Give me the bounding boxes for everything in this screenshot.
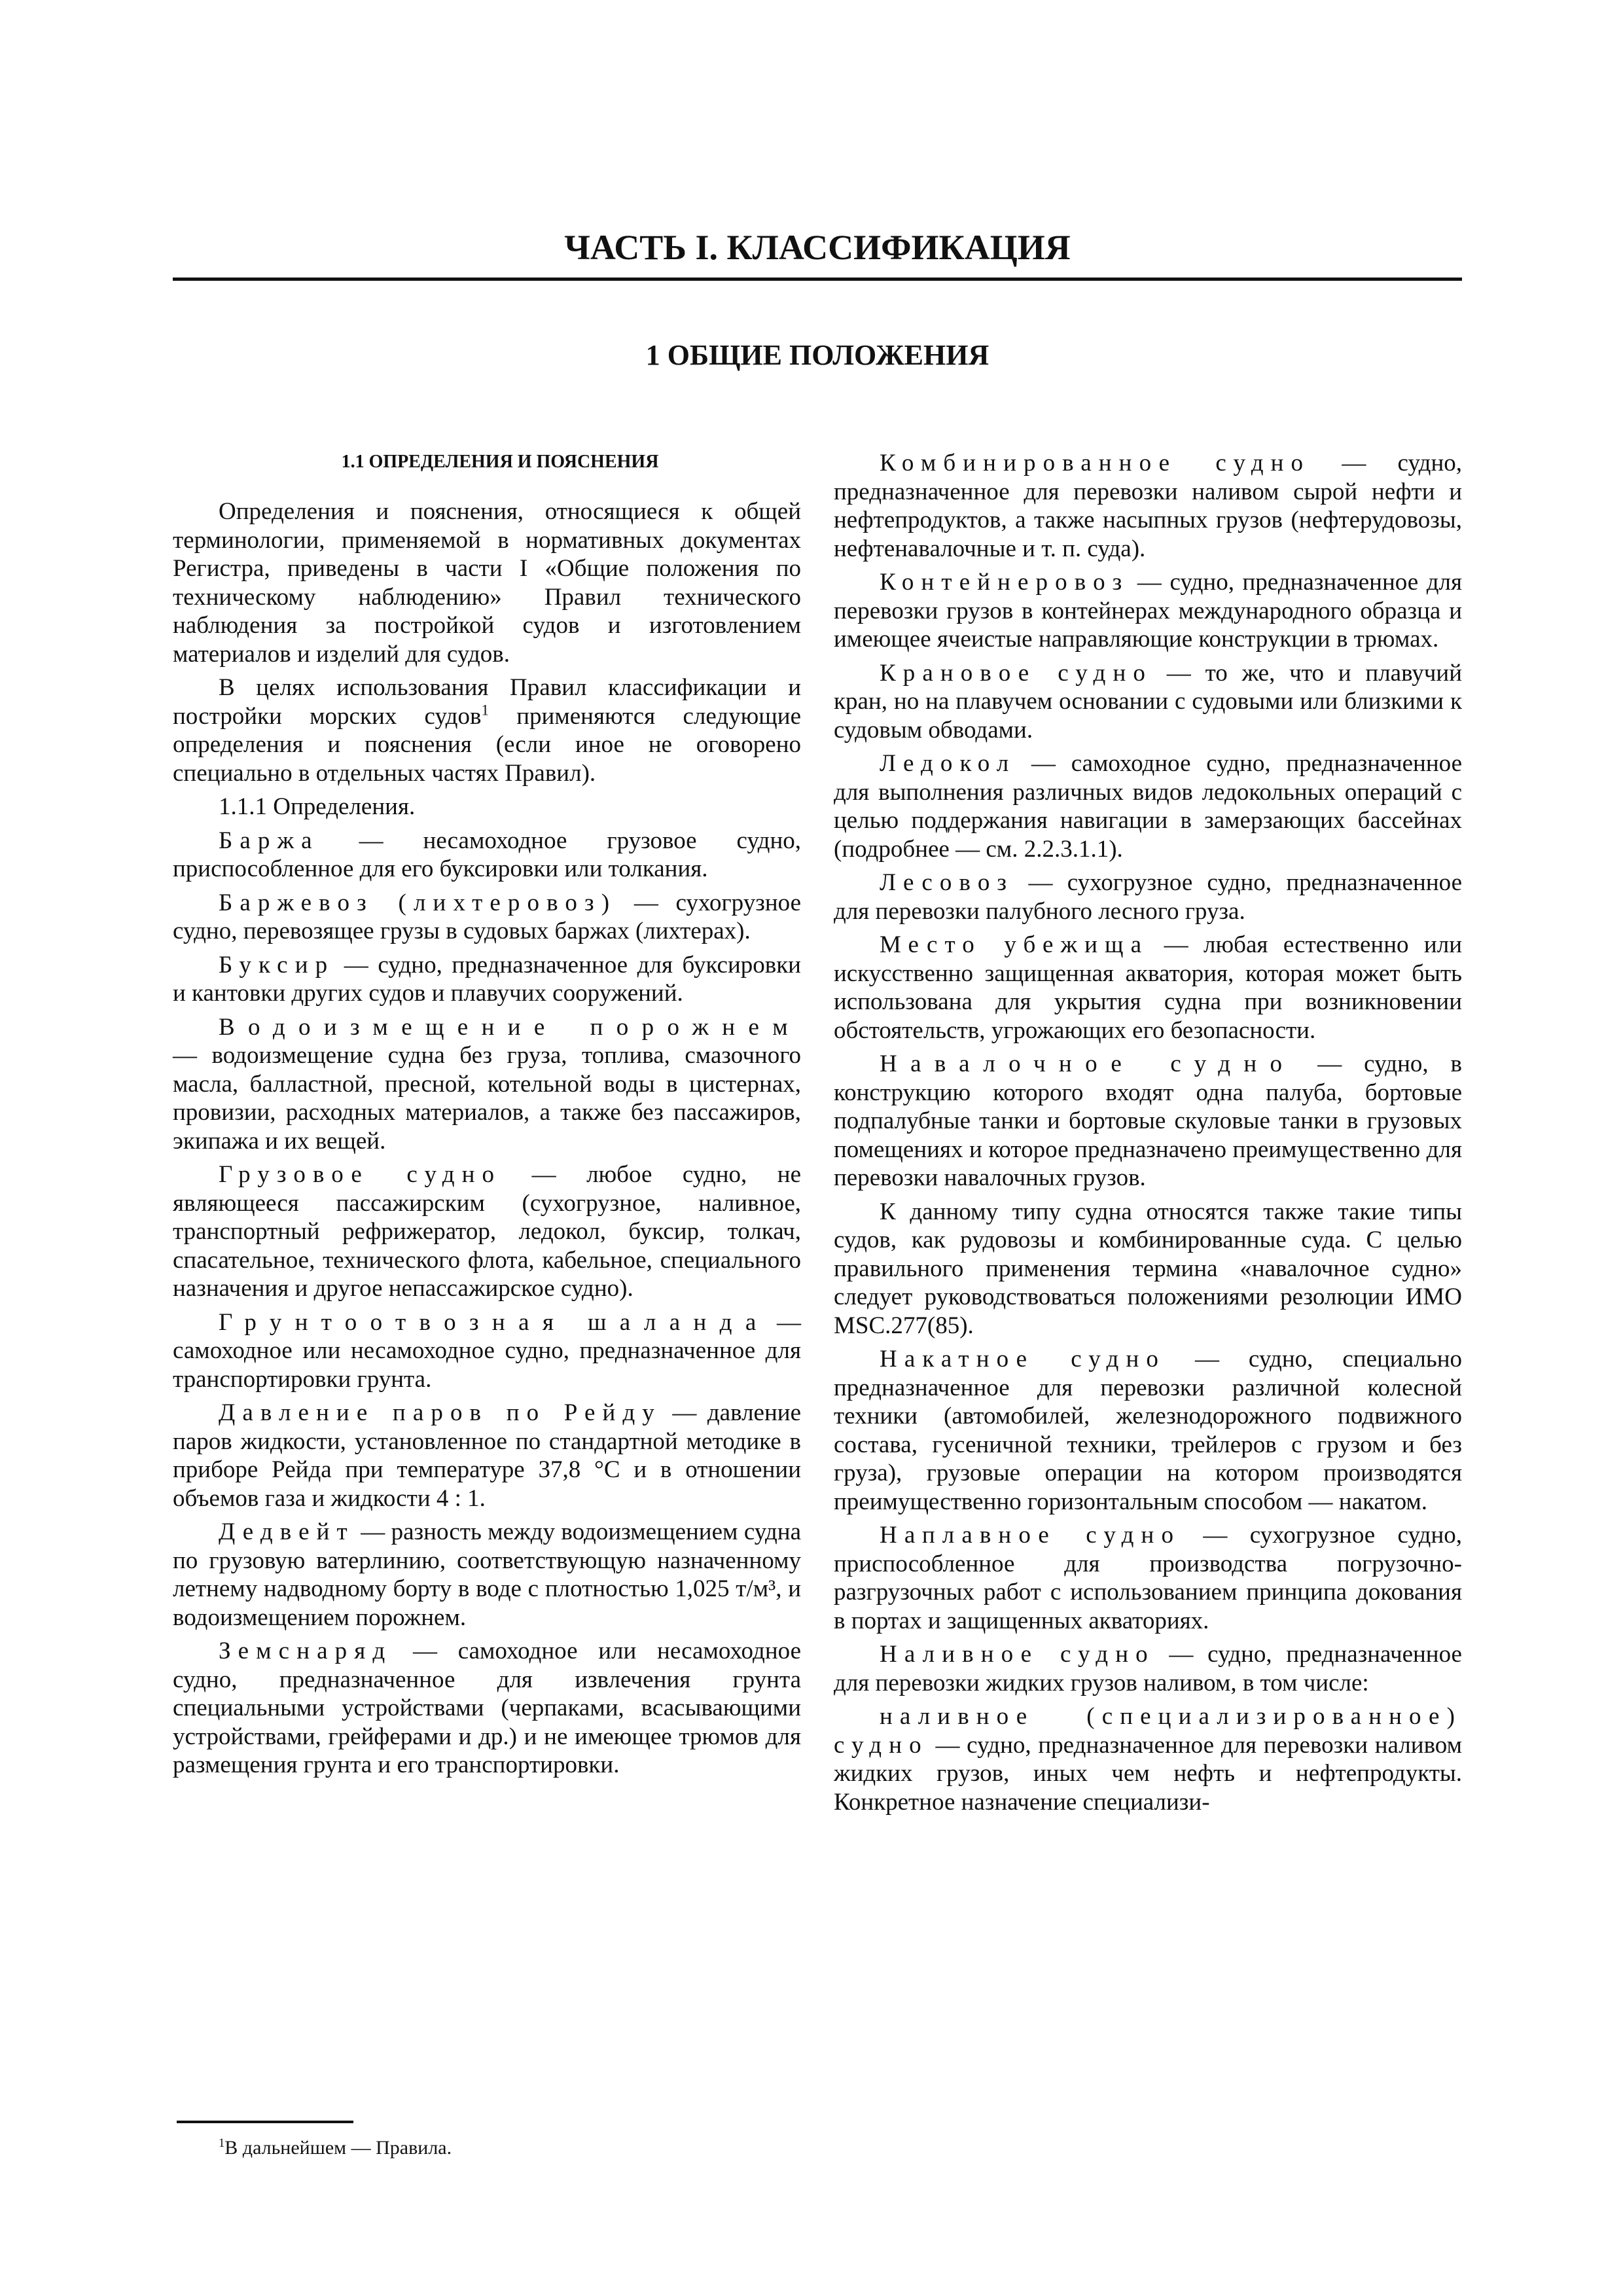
definition (173, 1518, 801, 1632)
definition (834, 1702, 1462, 1816)
definition-text: — судно, предназначенное для перевозки жидких грузов наливом, в том числе: (834, 1641, 1462, 1696)
section-title: 1 ОБЩИЕ ПОЛОЖЕНИЯ (645, 339, 990, 371)
definition-text: — любая естественно или искусственно защищенная акватория, которая может быть использована для укрытия судна при возникновении обстоятельств, угрожающих его безопасности. (834, 931, 1462, 1044)
footnote-mark: 1 (219, 2136, 225, 2150)
definition-term: Баржевоз (лихтеровоз) (219, 889, 617, 916)
definition-text: — судно, предназначенное для буксировки и кантовки других судов и плавучих сооружений. (173, 951, 801, 1007)
definition-text: — самоходное или несамоходное судно, предназначенное для извлечения грунта специальными устройствами (черпаками, всасывающими устройствами, грейферами и др.) и не имеющее трюмов для размещения грунта и его транспортировки. (173, 1638, 801, 1778)
definition-term: Наплавное судно (880, 1522, 1181, 1549)
definition (834, 869, 1462, 925)
definition-text: — то же, что и плавучий кран, но на плавучем основании с судовыми или близкими к судовым обводами. (834, 659, 1463, 744)
intro-paragraph-2 (173, 673, 801, 787)
definitions-heading: 1.1.1 Определения. (219, 793, 416, 820)
definition-text: — несамоходное грузовое судно, приспособленное для его буксировки или толкания. (173, 827, 801, 882)
definition-text: — сухогрузное судно, перевозящее грузы в судовых баржах (лихтерах). (173, 889, 801, 944)
definition-term: Накатное судно (880, 1346, 1166, 1372)
right-column (834, 449, 1462, 1821)
subsection-heading: 1.1 ОПРЕДЕЛЕНИЯ И ПОЯСНЕНИЯ (341, 452, 659, 472)
footnote-rule (177, 2121, 353, 2123)
intro-text: применяются следующие определения и пояснения (если иное не оговорено специально в отдельных частях Правил). (173, 702, 801, 787)
definition (173, 951, 801, 1008)
definition (834, 749, 1462, 863)
definition-term: Место убежища (880, 931, 1149, 958)
definition (834, 1521, 1462, 1635)
definition-text: — судно, предназначенное для перевозки наливом жидких грузов, иных чем нефть и нефтепродукты. Конкретное назначение специализи- (834, 1731, 1462, 1816)
definition-term: Водоизмещение порожнем (219, 1013, 801, 1041)
footnote (219, 2135, 452, 2161)
definition-term: Грузовое судно (219, 1161, 502, 1188)
definition-text: — самоходное или несамоходное судно, предназначенное для транспортировки грунта. (173, 1308, 801, 1393)
definition-text: — сухогрузное судно, предназначенное для перевозки палубного лесного груза. (834, 869, 1462, 925)
definition (173, 1308, 801, 1394)
definition (834, 1345, 1462, 1516)
definition (834, 1640, 1462, 1697)
paragraph: К данному типу судна относятся также такие типы судов, как рудовозы и комбинированные суда. С целью правильного применения термина «навалочное судно» следует руководствоваться положениями резолюции ИМО MSC.277(85). (834, 1198, 1462, 1339)
definition (173, 889, 801, 946)
definition-term: Дедвейт (219, 1518, 355, 1545)
definition-text: — водоизмещение судна без груза, топлива, смазочного масла, балластной, пресной, котельной воды в цистернах, провизии, расходных материалов, а также без пассажиров, экипажа и их вещей. (173, 1042, 801, 1155)
definition (834, 1050, 1462, 1193)
definition-text: — судно, предназначенное для перевозки наливом сырой нефти и нефтепродуктов, а также насыпных грузов (нефтерудовозы, нефтенавалочные и т. п. суда). (834, 450, 1463, 562)
definition (173, 1160, 801, 1303)
part-title: ЧАСТЬ I. КЛАССИФИКАЦИЯ (564, 228, 1071, 267)
definition-term: Крановое судно (880, 659, 1152, 687)
definition (834, 568, 1462, 654)
definition-term: Наливное судно (880, 1641, 1155, 1668)
left-column (173, 449, 801, 1785)
definition-term: Буксир (219, 951, 335, 978)
definition-text: — сухогрузное судно, приспособленное для производства погрузочно-разгрузочных работ с использованием принципа докования в портах и защищенных акваториях. (834, 1522, 1463, 1634)
definition-text: — самоходное судно, предназначенное для выполнения различных видов ледокольных операций с целью поддержания навигации в замерзающих бассейнах (подробнее — см. 2.2.3.1.1). (834, 750, 1462, 863)
title-rule (173, 278, 1462, 281)
footnote-text: В дальнейшем — Правила. (224, 2137, 452, 2159)
definition (834, 659, 1462, 745)
definition (834, 449, 1462, 563)
definition-text: — давление паров жидкости, установленное по стандартной методике в приборе Рейда при температуре 37,8 °С и в отношении объемов газа и жидкости 4 : 1. (173, 1399, 801, 1512)
intro-text: В целях использования Правил классификации и постройки морских судов (173, 674, 801, 730)
definition-term: Давление паров по Рейду (219, 1399, 662, 1426)
definition-text: — разность между водоизмещением судна по грузовую ватерлинию, соответствующую назначенному летнему надводному борту в воде с плотностью 1,025 т/м³, и водоизмещением порожнем. (173, 1518, 801, 1631)
definition-term: Ледокол (880, 750, 1016, 777)
definition-term: Комбинированное судно (880, 450, 1311, 476)
definition-text: — любое судно, не являющееся пассажирским (сухогрузное, наливное, транспортный рефрижератор, ледокол, буксир, толкач, спасательное, технического флота, кабельное, специального назначения и другое непассажирское судно). (173, 1161, 801, 1302)
definition (173, 827, 801, 884)
definition-term: наливное (специализированное) судно (834, 1703, 1462, 1759)
definition-text: — судно, специально предназначенное для перевозки различной колесной техники (автомобилей, железнодорожного подвижного состава, гусеничной техники, трейлеров с грузом и без груза), грузовые операции на котором производятся преимущественно горизонтальным способом — накатом. (834, 1346, 1462, 1515)
definition-term: Лесовоз (880, 869, 1014, 896)
definition-term: Земснаряд (219, 1638, 393, 1664)
definition-term: Баржа (219, 827, 319, 854)
definition-text: — судно, предназначенное для перевозки грузов в контейнерах международного образца и имеющее ячеистые направляющие конструкции в трюмах. (834, 569, 1462, 653)
definition-term: Навалочное судно (880, 1050, 1296, 1077)
intro-paragraph: Определения и пояснения, относящиеся к общей терминологии, применяемой в нормативных документах Регистра, приведены в части I «Общие положения по техническому наблюдению» Правил технического наблюдения за постройкой судов и изготовлением материалов и изделий для судов. (173, 498, 801, 668)
definition-term: Контейнеровоз (880, 569, 1130, 596)
definition-term: Грунтоотвозная шаланда (219, 1308, 770, 1336)
definition (173, 1637, 801, 1780)
definition (173, 1399, 801, 1513)
definition-text: — судно, в конструкцию которого входят одна палуба, бортовые подпалубные танки и бортовые скуловые танки в грузовых помещениях и которое предназначено преимущественно для перевозки навалочных грузов. (834, 1050, 1463, 1191)
definition (173, 1013, 801, 1156)
footnote-ref: 1 (481, 702, 489, 719)
definition (834, 931, 1462, 1045)
